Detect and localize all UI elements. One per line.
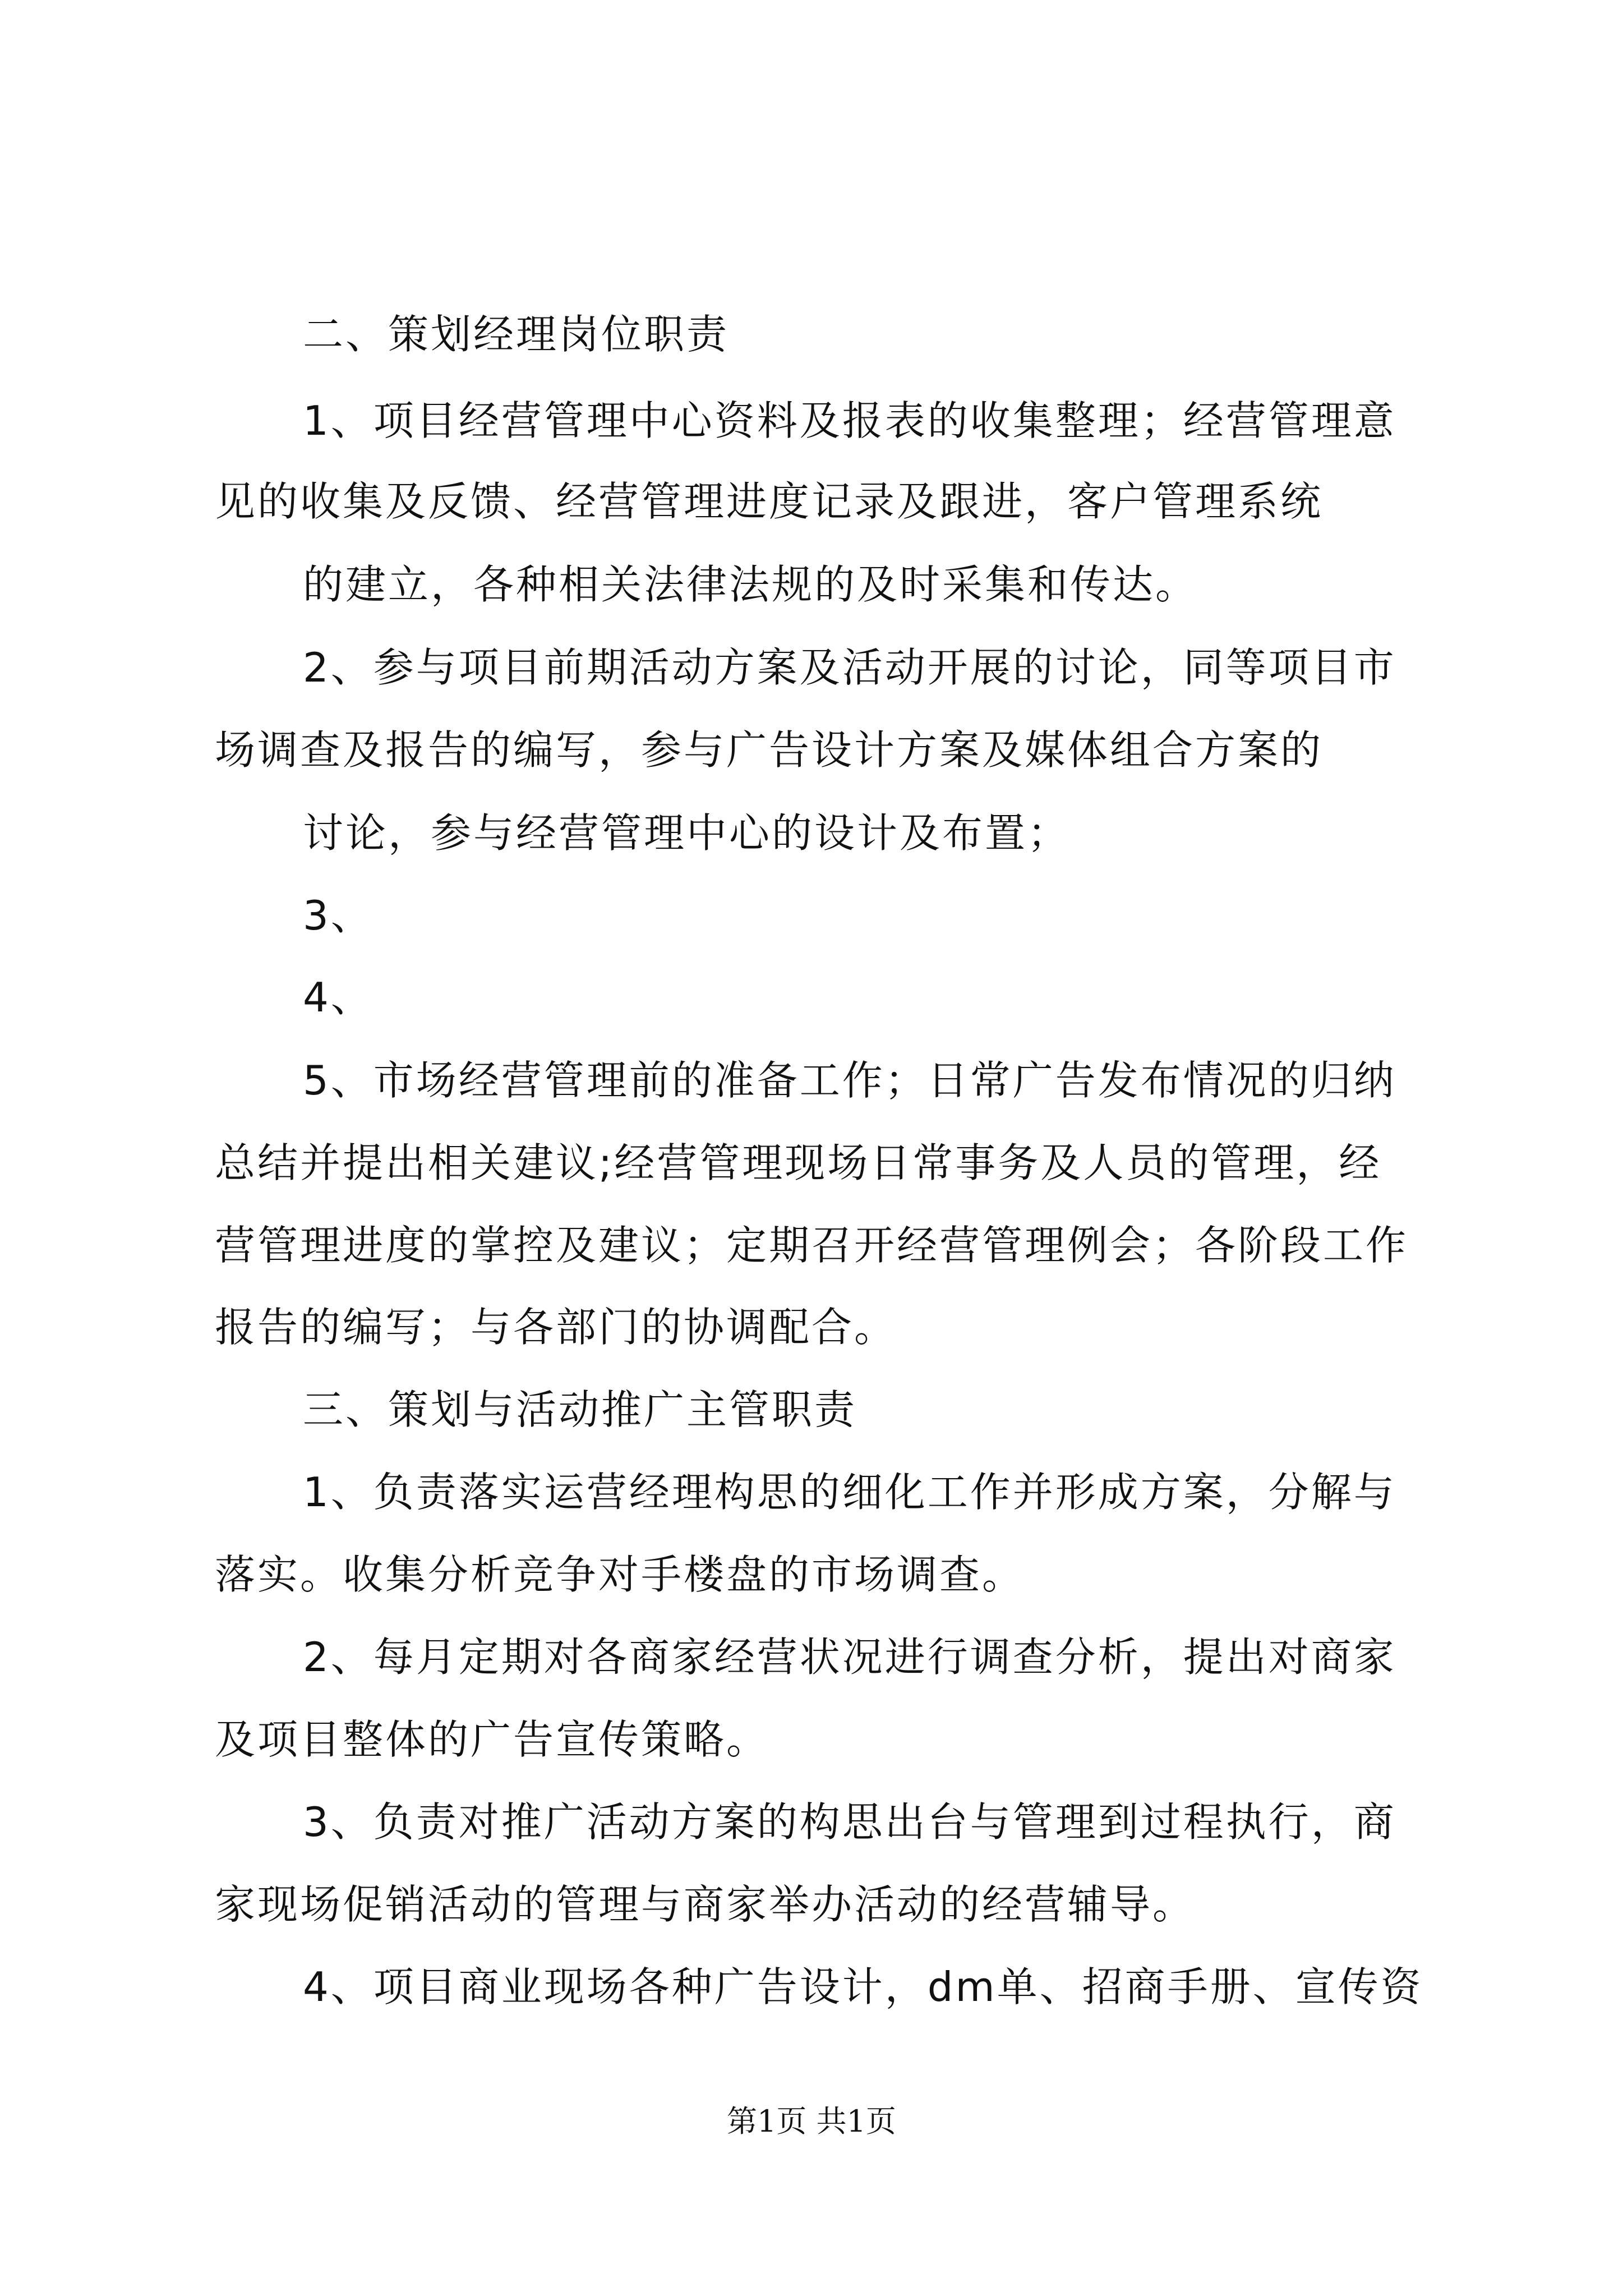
paragraph-line: 营管理进度的掌控及建议；定期召开经营管理例会；各阶段工作 [215, 1222, 1409, 1269]
paragraph-line: 总结并提出相关建议;经营管理现场日常事务及人员的管理，经 [215, 1139, 1382, 1186]
paragraph-line: 家现场促销活动的管理与商家举办活动的经营辅导。 [215, 1881, 1196, 1928]
paragraph-line: 讨论，参与经营管理中心的设计及布置； [303, 809, 1071, 857]
paragraph-line: 2、每月定期对各商家经营状况进行调查分析，提出对商家 [303, 1634, 1396, 1681]
paragraph-line: 4、项目商业现场各种广告设计，dm单、招商手册、宣传资 [303, 1963, 1423, 2010]
paragraph-line: 见的收集及反馈、经营管理进度记录及跟进，客户管理系统 [215, 478, 1324, 525]
paragraph-line: 5、市场经营管理前的准备工作；日常广告发布情况的归纳 [303, 1057, 1396, 1104]
paragraph-line: 落实。收集分析竞争对手楼盘的市场调查。 [215, 1551, 1025, 1598]
paragraph-line: 2、参与项目前期活动方案及活动开展的讨论，同等项目市 [303, 644, 1396, 691]
paragraph-line: 1、项目经营管理中心资料及报表的收集整理；经营管理意 [303, 397, 1396, 444]
section-heading-planning-manager: 二、策划经理岗位职责 [303, 311, 730, 358]
paragraph-line: 3、负责对推广活动方案的构思出台与管理到过程执行，商 [303, 1798, 1396, 1846]
paragraph-line: 1、负责落实运营经理构思的细化工作并形成方案，分解与 [303, 1469, 1396, 1516]
paragraph-line: 的建立，各种相关法律法规的及时采集和传达。 [303, 561, 1198, 608]
paragraph-line: 报告的编写；与各部门的协调配合。 [215, 1304, 897, 1351]
section-heading-promotion-supervisor: 三、策划与活动推广主管职责 [303, 1386, 857, 1433]
list-number-4: 4、 [303, 974, 374, 1021]
paragraph-line: 及项目整体的广告宣传策略。 [215, 1716, 769, 1763]
page-footer: 第1页 共1页 [727, 2104, 896, 2139]
list-number-3: 3、 [303, 892, 374, 939]
paragraph-line: 场调查及报告的编写，参与广告设计方案及媒体组合方案的 [215, 726, 1324, 774]
